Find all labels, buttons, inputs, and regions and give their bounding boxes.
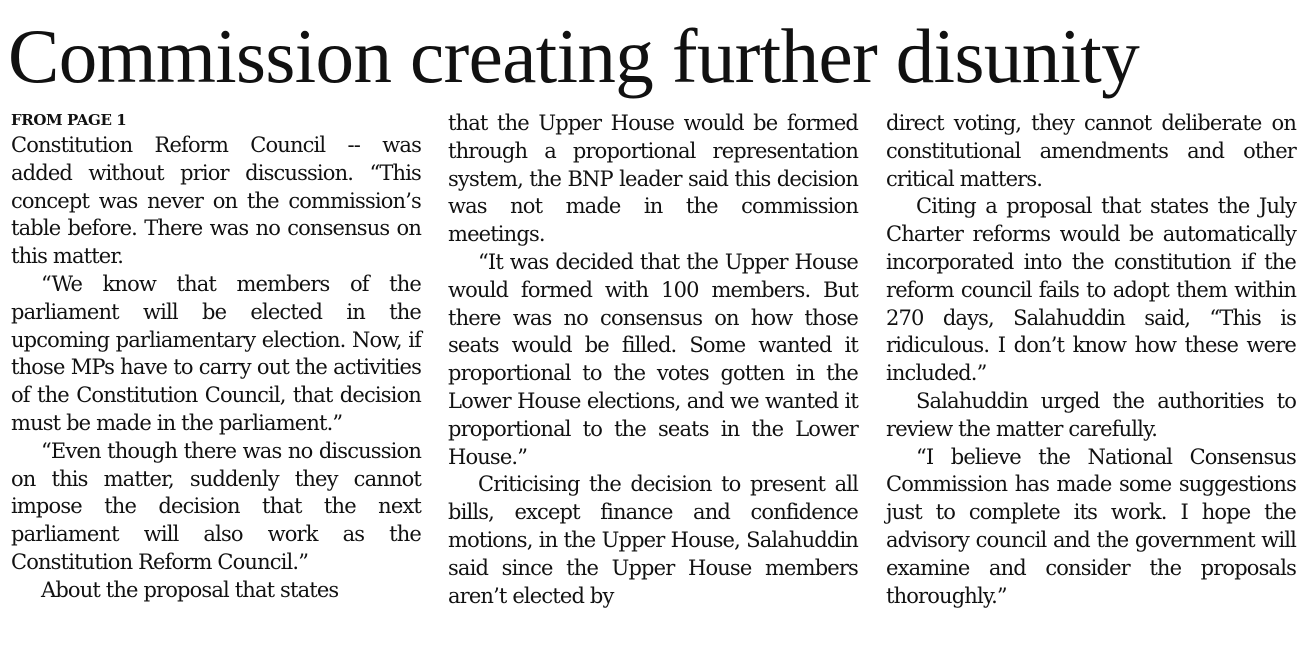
- article-column-1: [11, 110, 421, 605]
- paragraph: “I believe the National Consensus Commission has made some suggestions just to complete its work. I hope the advisory council and the government will examine and consider the proposals thoroughly.”: [886, 444, 1296, 608]
- paragraph: “We know that members of the parliament will be elected in the upcoming parliamentary election. Now, if those MPs have to carry out the activities of the Constitution Council, that decision must be made in the parliament.”: [11, 271, 421, 435]
- headline: Commission creating further disunity: [8, 13, 1140, 99]
- paragraph: Salahuddin urged the authorities to review the matter carefully.: [886, 388, 1296, 441]
- paragraph: that the Upper House would be formed through a proportional representation system, the BNP leader said this decision was not made in the commission meetings.: [448, 111, 858, 247]
- paragraph: “Even though there was no discussion on this matter, suddenly they cannot impose the decision that the next parliament will also work as the Constitution Reform Council.”: [11, 438, 421, 574]
- article-column-2: [448, 110, 858, 610]
- paragraph: About the proposal that states: [41, 577, 339, 602]
- paragraph: Citing a proposal that states the July Charter reforms would be automatically incorporated into the constitution if the reform council fails to adopt them within 270 days, Salahuddin said, “This is ridiculous. I don’t know how these were included.”: [886, 194, 1296, 386]
- paragraph: Criticising the decision to present all bills, except finance and confidence motions, in the Upper House, Salahuddin said since the Upper House members aren’t elected by: [448, 472, 858, 608]
- paragraph: direct voting, they cannot deliberate on constitutional amendments and other critical matters.: [886, 111, 1296, 191]
- continuation-kicker: FROM PAGE 1: [11, 111, 127, 129]
- paragraph: Constitution Reform Council -- was added without prior discussion. “This concept was never on the commission’s table before. There was no consensus on this matter.: [11, 133, 421, 269]
- paragraph: “It was decided that the Upper House would formed with 100 members. But there was no consensus on how those seats would be filled. Some wanted it proportional to the votes gotten in the Lower House elections, and we wanted it proportional to the seats in the Lower House.”: [448, 249, 858, 469]
- article-column-3: [886, 110, 1296, 610]
